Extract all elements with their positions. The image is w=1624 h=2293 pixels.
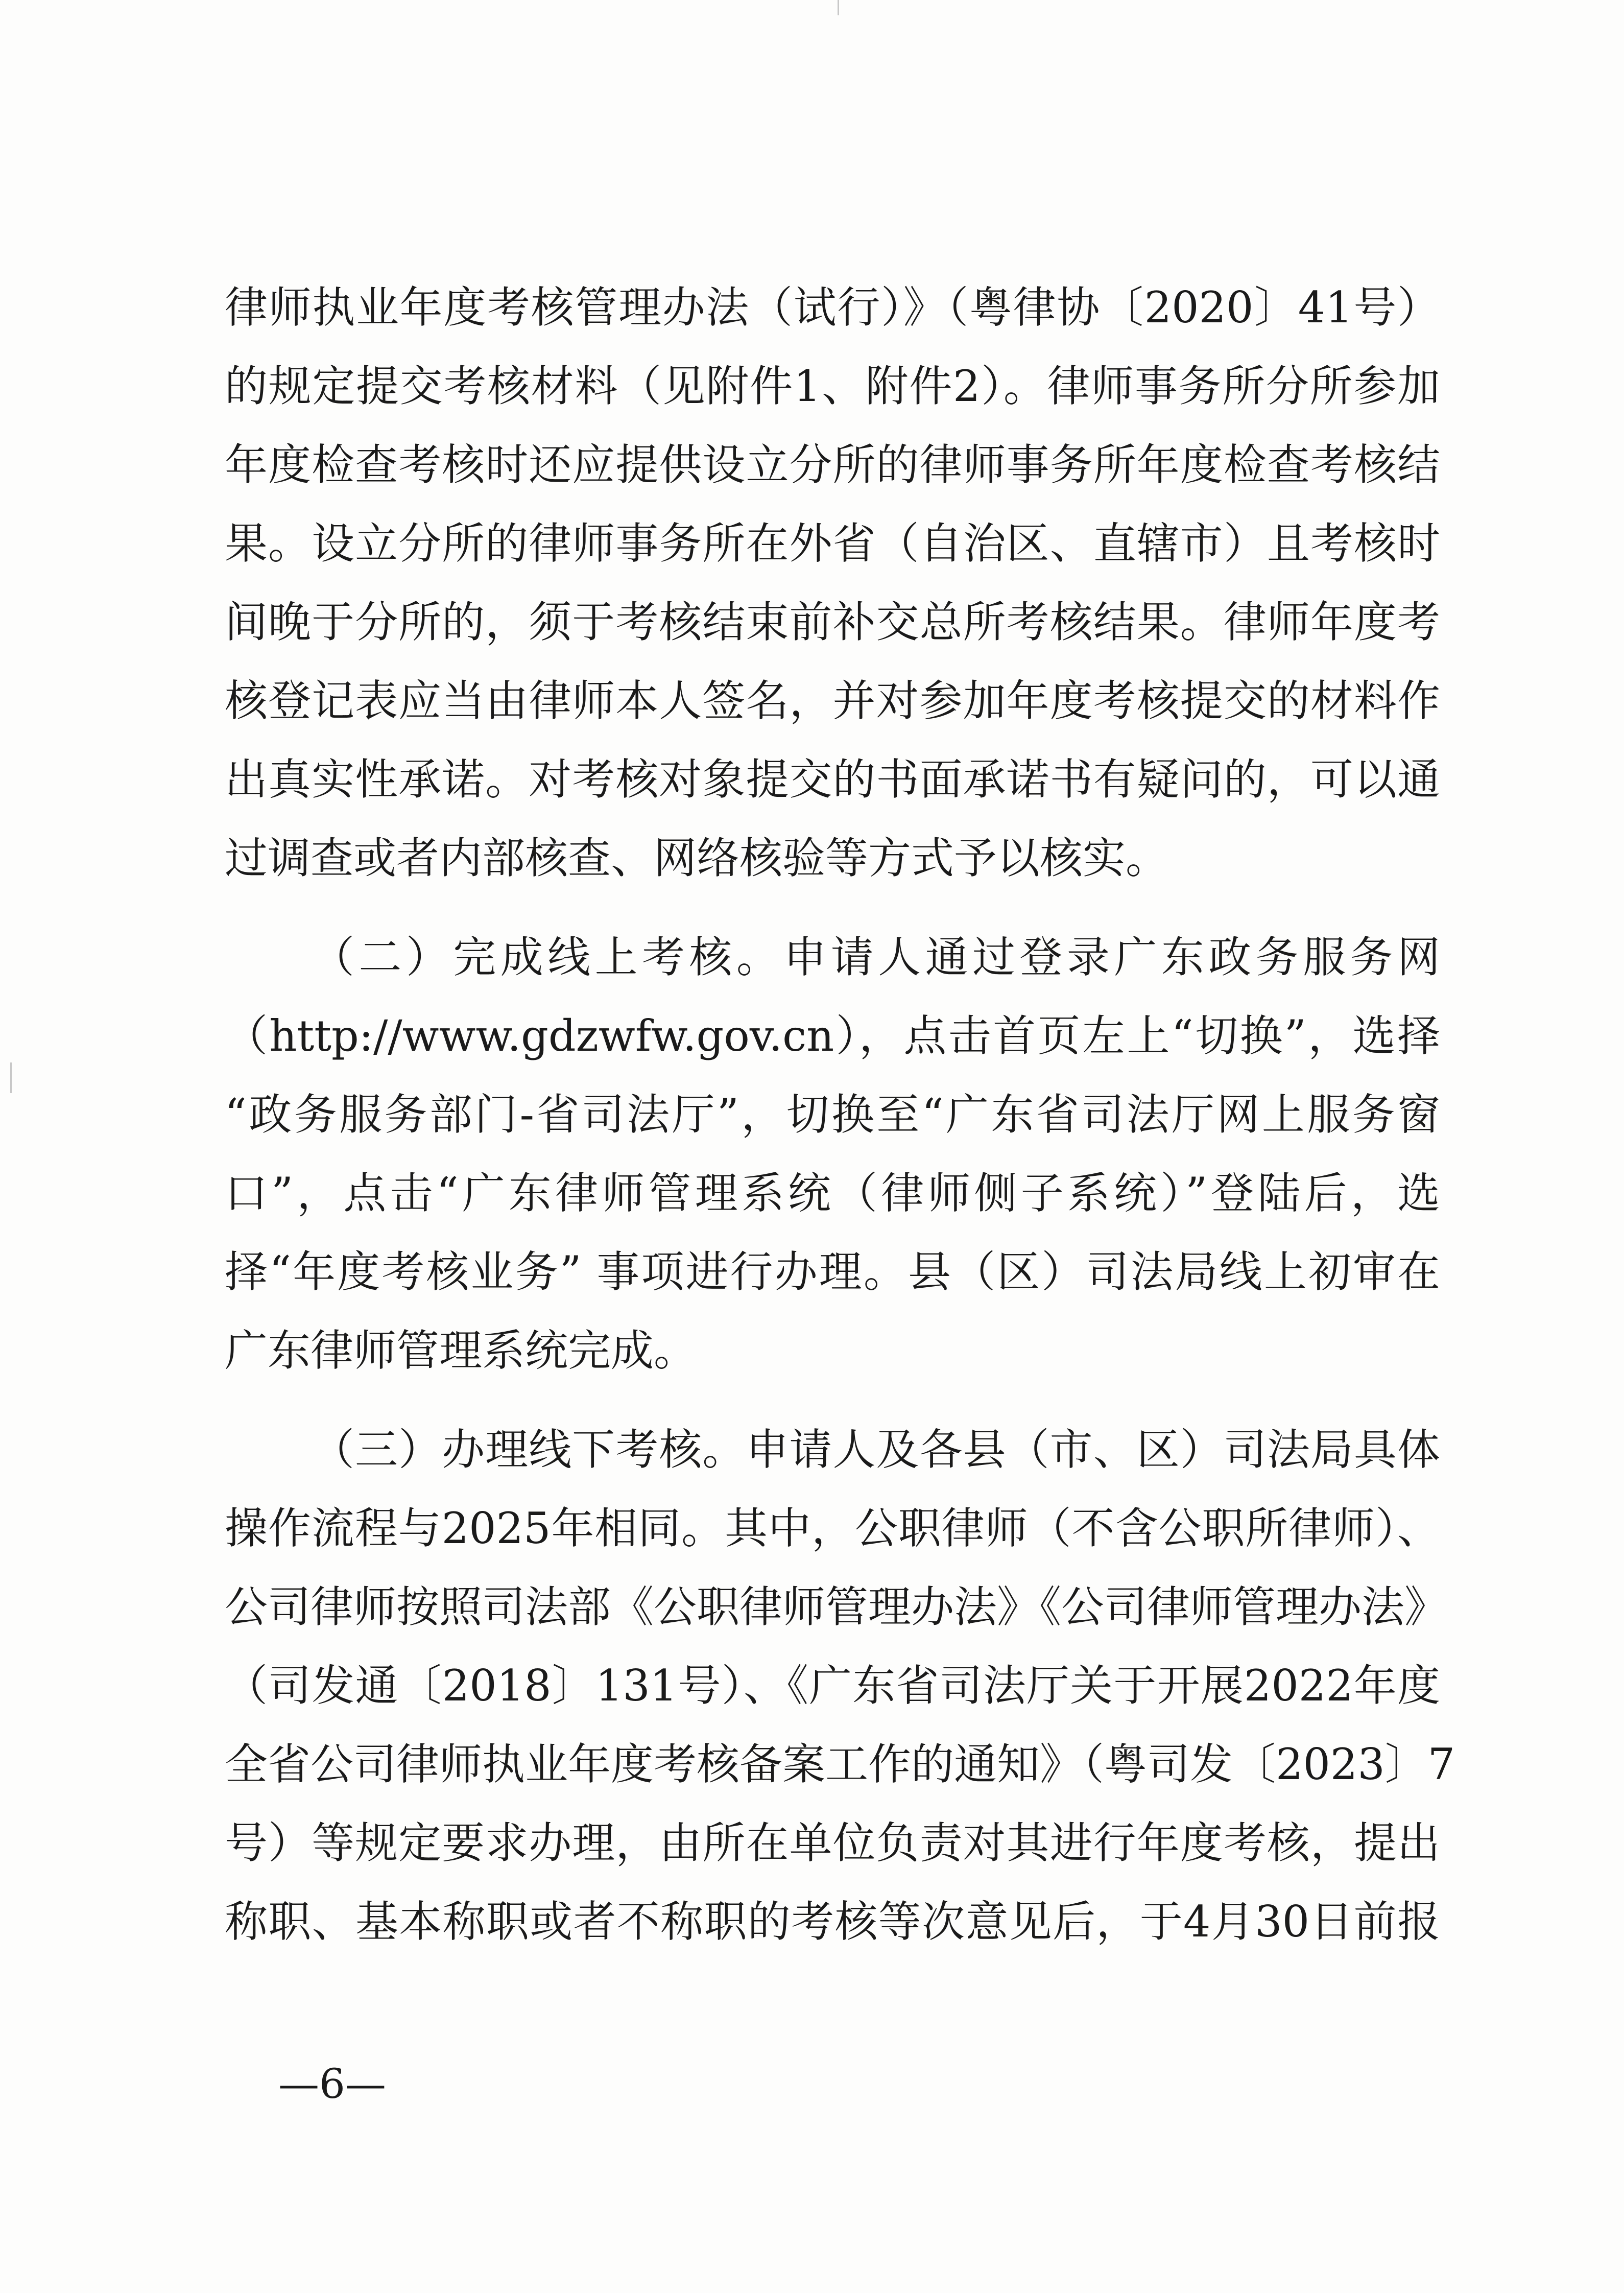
text-line: 广东律师管理系统完成。: [225, 1326, 697, 1376]
body-text: [225, 268, 1455, 1961]
paragraph-1: [225, 268, 1440, 897]
scan-mark-top: [838, 0, 839, 15]
text-line: 律师执业年度考核管理办法（试行）》（粤律协〔2020〕41号）: [225, 282, 1440, 333]
text-line: 号）等规定要求办理，由所在单位负责对其进行年度考核，提出: [225, 1818, 1440, 1868]
text-line: 核登记表应当由律师本人签名，并对参加年度考核提交的材料作: [225, 676, 1440, 726]
scan-mark-left: [10, 1062, 12, 1093]
text-line: 出真实性承诺。对考核对象提交的书面承诺书有疑问的，可以通: [225, 754, 1440, 805]
paragraph-gap: [225, 1390, 1440, 1410]
text-line: （二）完成线上考核。申请人通过登录广东政务服务网: [312, 932, 1440, 982]
text-line: （司发通〔2018〕131号）、《广东省司法厅关于开展2022年度: [225, 1661, 1440, 1711]
text-line: （http://www.gdzwfw.gov.cn），点击首页左上“切换”，选择: [225, 1011, 1440, 1061]
text-line: 公司律师按照司法部《公职律师管理办法》《公司律师管理办法》: [225, 1582, 1448, 1632]
paragraph-gap: [225, 897, 1440, 918]
text-line: 全省公司律师执业年度考核备案工作的通知》（粤司发〔2023〕7: [225, 1739, 1455, 1789]
text-line: 操作流程与2025年相同。其中，公职律师（不含公职所律师）、: [225, 1503, 1440, 1553]
paragraph-3: [225, 1410, 1455, 1961]
text-line: 择“年度考核业务” 事项进行办理。县（区）司法局线上初审在: [225, 1247, 1440, 1297]
text-line: 过调查或者内部核查、网络核验等方式予以核实。: [225, 833, 1169, 883]
text-line: 称职、基本称职或者不称职的考核等次意见后，于4月30日前报: [225, 1897, 1440, 1947]
page-number: —6—: [278, 2060, 386, 2108]
text-line: 的规定提交考核材料（见附件1、附件2）。律师事务所分所参加: [225, 361, 1440, 411]
text-line: “政务服务部门-省司法厅”，切换至“广东省司法厅网上服务窗: [225, 1090, 1440, 1140]
text-line: 口”，点击“广东律师管理系统（律师侧子系统）”登陆后，选: [225, 1168, 1440, 1218]
text-line: 年度检查考核时还应提供设立分所的律师事务所年度检查考核结: [225, 440, 1440, 490]
paragraph-2: [225, 918, 1440, 1390]
text-line: 果。设立分所的律师事务所在外省（自治区、直辖市）且考核时: [225, 518, 1440, 569]
text-line: （三）办理线下考核。申请人及各县（市、区）司法局具体: [312, 1425, 1440, 1475]
text-line: 间晚于分所的，须于考核结束前补交总所考核结果。律师年度考: [225, 597, 1440, 647]
